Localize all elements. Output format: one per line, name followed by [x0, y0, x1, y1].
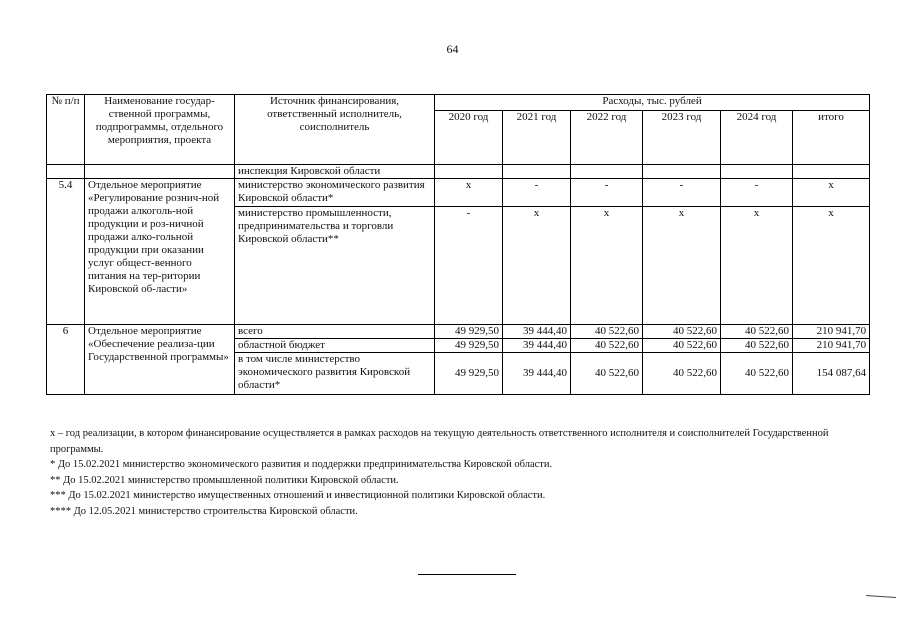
- budget-table: [46, 94, 870, 395]
- cell-value: х: [643, 207, 721, 325]
- page-number: 64: [446, 42, 459, 56]
- cell-value: 40 522,60: [721, 325, 793, 339]
- table-row-5-4-a: [47, 179, 870, 207]
- cell-value: 39 444,40: [503, 325, 571, 339]
- cell-value: 40 522,60: [643, 325, 721, 339]
- header-year-2024: 2024 год: [721, 111, 793, 165]
- cell-source: министерство экономического развития Кировской области*: [235, 179, 435, 207]
- header-year-2022: 2022 год: [571, 111, 643, 165]
- footnote-x: х – год реализации, в котором финансирование осуществляется в рамках расходов на текущую деятельность ответственного исполнителя и соисполнителей Государственной программы.: [50, 428, 829, 455]
- header-year-2020: 2020 год: [435, 111, 503, 165]
- cell-value: 40 522,60: [571, 353, 643, 395]
- cell-value: 39 444,40: [503, 339, 571, 353]
- cell-value: 154 087,64: [793, 353, 870, 395]
- footnote-2: ** До 15.02.2021 министерство промышленной политики Кировской области.: [50, 474, 399, 486]
- header-total: итого: [793, 111, 870, 165]
- cell-source: министерство промышленности, предпринимательства и торговли Кировской области**: [235, 207, 435, 325]
- cell-empty: [435, 165, 503, 179]
- cell-value: х: [793, 179, 870, 207]
- cell-value: 40 522,60: [571, 339, 643, 353]
- table-row-6-total: [47, 325, 870, 339]
- cell-source: областной бюджет: [235, 339, 435, 353]
- cell-value: 210 941,70: [793, 325, 870, 339]
- cell-empty: [721, 165, 793, 179]
- cell-empty: [793, 165, 870, 179]
- header-source: Источник финансирования, ответственный исполнитель, соисполнитель: [235, 95, 435, 165]
- cell-value: 49 929,50: [435, 339, 503, 353]
- cell-empty: [643, 165, 721, 179]
- cell-value: -: [503, 179, 571, 207]
- header-year-2021: 2021 год: [503, 111, 571, 165]
- cell-empty: [571, 165, 643, 179]
- cell-value: х: [793, 207, 870, 325]
- cell-value: 49 929,50: [435, 353, 503, 395]
- cell-value: х: [435, 179, 503, 207]
- row-num: 6: [47, 325, 85, 395]
- footnote-3: *** До 15.02.2021 министерство имущественных отношений и инвестиционной политики Кировской области.: [50, 490, 546, 501]
- footnote-4: **** До 12.05.2021 министерство строительства Кировской области.: [50, 505, 358, 517]
- footnotes: [50, 426, 880, 519]
- cell-value: 49 929,50: [435, 325, 503, 339]
- cell-value: х: [503, 207, 571, 325]
- cell-value: 40 522,60: [643, 339, 721, 353]
- footnote-1: * До 15.02.2021 министерство экономического развития и поддержки предпринимательства Кировской области.: [50, 459, 553, 470]
- cell-value: 40 522,60: [571, 325, 643, 339]
- cell-value: -: [571, 179, 643, 207]
- cell-value: 39 444,40: [503, 353, 571, 395]
- row-num: 5.4: [47, 179, 85, 325]
- cell-value: -: [643, 179, 721, 207]
- header-row: [47, 95, 870, 111]
- cell-value: 40 522,60: [721, 353, 793, 395]
- header-num: № п/п: [47, 95, 85, 165]
- row-name: Отдельное мероприятие «Регулирование рознич-ной продажи алкоголь-ной продукции и роз-ничной продажи алко-гольной продукции при оказании услуг общест-венного питания на тер-ритории Кировской об-ласти»: [85, 179, 235, 325]
- cell-source: инспекция Кировской области: [235, 165, 435, 179]
- header-year-2023: 2023 год: [643, 111, 721, 165]
- cell-value: -: [721, 179, 793, 207]
- cell-source: в том числе министерство экономического развития Кировской области*: [235, 353, 435, 395]
- cell-value: 40 522,60: [721, 339, 793, 353]
- cell-empty: [85, 165, 235, 179]
- cell-value: 40 522,60: [643, 353, 721, 395]
- cell-value: х: [721, 207, 793, 325]
- cell-empty: [503, 165, 571, 179]
- cell-value: -: [435, 207, 503, 325]
- table-row-continuation: [47, 165, 870, 179]
- scan-mark: [866, 595, 896, 598]
- row-name: Отдельное мероприятие «Обеспечение реализа-ции Государственной программы»: [85, 325, 235, 395]
- header-expenses: Расходы, тыс. рублей: [435, 95, 870, 111]
- header-name: Наименование государ-ственной программы, подпрограммы, отдельного мероприятия, проекта: [85, 95, 235, 165]
- cell-value: 210 941,70: [793, 339, 870, 353]
- cell-source: всего: [235, 325, 435, 339]
- cell-value: х: [571, 207, 643, 325]
- closing-line: [418, 574, 516, 575]
- cell-empty: [47, 165, 85, 179]
